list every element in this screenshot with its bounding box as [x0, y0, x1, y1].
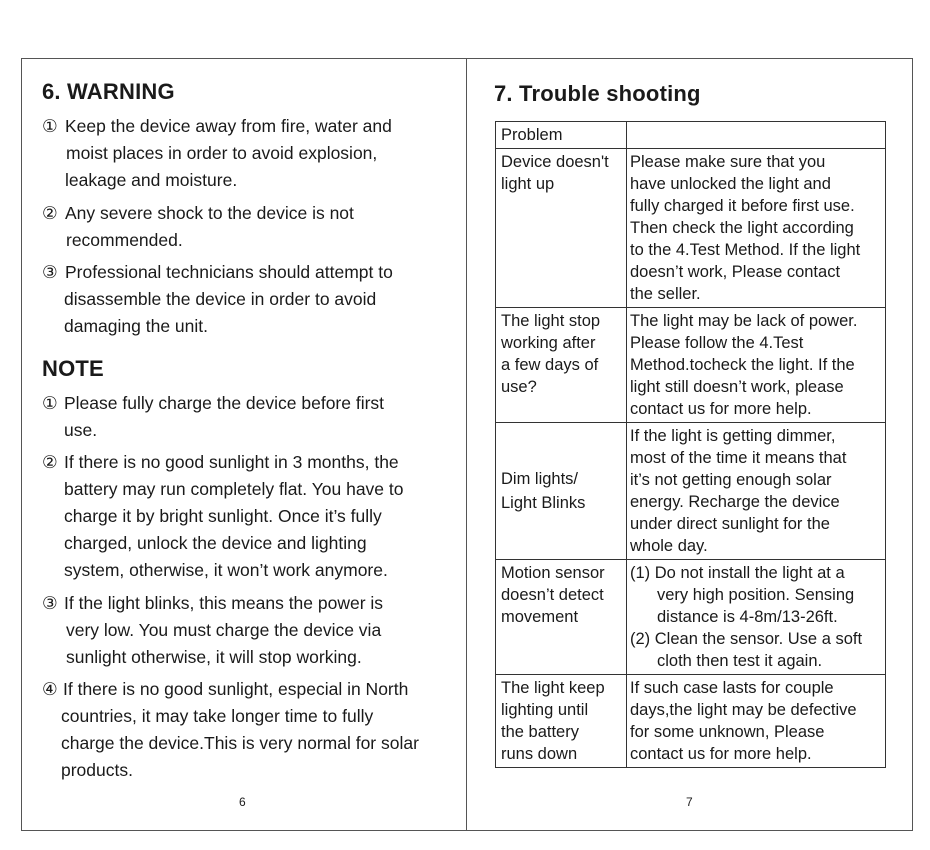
text-line: system, otherwise, it won’t work anymore. [64, 560, 388, 580]
text-line: whole day. [630, 537, 708, 555]
page-number-left: 6 [239, 795, 246, 809]
solution-cell [627, 560, 886, 675]
troubleshooting-table [495, 121, 886, 768]
text-line: the seller. [630, 285, 701, 303]
warning-item-2 [42, 200, 354, 254]
text-line: distance is 4-8m/13-26ft. [657, 608, 838, 626]
text-line: battery may run completely flat. You have to [64, 479, 404, 499]
warning-heading: 6. WARNING [42, 79, 175, 104]
text-line: recommended. [66, 230, 183, 250]
text-line: disassemble the device in order to avoid [64, 289, 377, 309]
text-line: The light keep [501, 679, 605, 697]
text-line: have unlocked the light and [630, 175, 831, 193]
text-line: Do not install the light at a [654, 564, 845, 582]
text-line: Clean the sensor. Use a soft [654, 630, 863, 648]
text-line: products. [61, 760, 133, 780]
text-line: The light may be lack of power. [630, 312, 858, 330]
text-line: a few days of [501, 356, 599, 374]
note-item-2 [42, 449, 404, 584]
text-line: countries, it may take longer time to fully [61, 706, 374, 726]
step-label: (2) [630, 630, 651, 648]
note-item-4 [42, 676, 419, 784]
solution-cell [627, 675, 886, 768]
text-line: use. [64, 420, 98, 440]
solution-step-2 [630, 628, 885, 650]
text-line: Please make sure that you [630, 153, 826, 171]
table-row [496, 675, 886, 768]
note-item-1 [42, 390, 384, 444]
text-line: The light stop [501, 312, 601, 330]
text-line: very low. You must charge the device via [66, 620, 382, 640]
table-row [496, 149, 886, 308]
text-line: for some unknown, Please [630, 723, 825, 741]
problem-cell [496, 308, 627, 423]
text-line: it’s not getting enough solar [630, 471, 832, 489]
table-header-row [496, 122, 886, 149]
text-line: very high position. Sensing [657, 586, 855, 604]
table-row [496, 560, 886, 675]
text-line: leakage and moisture. [65, 170, 238, 190]
text-line: working after [501, 334, 596, 352]
text-line: light up [501, 175, 555, 193]
text-line: If the light is getting dimmer, [630, 427, 836, 445]
note-item-3 [42, 590, 383, 671]
text-line: light still doesn’t work, please [630, 378, 844, 396]
text-line: Motion sensor [501, 564, 605, 582]
text-line: contact us for more help. [630, 745, 812, 763]
warning-item-3 [42, 259, 393, 340]
page-number-right: 7 [686, 795, 693, 809]
text-line: doesn’t work, Please contact [630, 263, 841, 281]
item-number: ① [42, 116, 58, 136]
table-row [496, 308, 886, 423]
item-number: ② [42, 452, 58, 472]
text-line: use? [501, 378, 537, 396]
solution-cell [627, 423, 886, 560]
text-line: the battery [501, 723, 579, 741]
item-number: ③ [42, 593, 58, 613]
text-line: If there is no good sunlight, especial in North [63, 679, 409, 699]
problem-cell [496, 423, 627, 560]
text-line: movement [501, 608, 579, 626]
text-line: charge the device.This is very normal for solar [61, 733, 419, 753]
note-heading: NOTE [42, 356, 104, 381]
text-line: Professional technicians should attempt to [65, 262, 393, 282]
text-line: Dim lights/ [501, 470, 579, 488]
warning-item-1 [42, 113, 392, 194]
step-label: (1) [630, 564, 651, 582]
frame-left-edge [21, 58, 22, 831]
item-number: ② [42, 203, 58, 223]
text-line: to the 4.Test Method. If the light [630, 241, 861, 259]
text-line: damaging the unit. [64, 316, 208, 336]
header-problem: Problem [496, 122, 627, 149]
text-line: under direct sunlight for the [630, 515, 830, 533]
text-line: charge it by bright sunlight. Once it’s fully [64, 506, 382, 526]
text-line: doesn’t detect [501, 586, 604, 604]
item-number: ③ [42, 262, 58, 282]
problem-cell [496, 560, 627, 675]
text-line: Then check the light according [630, 219, 854, 237]
solution-step-1 [630, 562, 885, 584]
problem-cell [496, 675, 627, 768]
text-line: runs down [501, 745, 578, 763]
table-row [496, 423, 886, 560]
troubleshooting-heading: 7. Trouble shooting [494, 81, 701, 106]
text-line: sunlight otherwise, it will stop working. [66, 647, 362, 667]
text-line: Method.tocheck the light. If the [630, 356, 855, 374]
text-line: Device doesn't [501, 153, 609, 171]
text-line: energy. Recharge the device [630, 493, 840, 511]
problem-cell [496, 149, 627, 308]
header-solution [627, 122, 886, 149]
text-line: cloth then test it again. [657, 652, 823, 670]
item-number: ① [42, 393, 58, 413]
text-line: most of the time it means that [630, 449, 847, 467]
text-line: If such case lasts for couple [630, 679, 834, 697]
text-line: If there is no good sunlight in 3 months, the [64, 452, 399, 472]
frame-right-edge [912, 58, 913, 831]
text-line: Light Blinks [501, 494, 586, 512]
solution-cell [627, 149, 886, 308]
text-line: charged, unlock the device and lighting [64, 533, 367, 553]
item-number: ④ [42, 679, 58, 699]
text-line: If the light blinks, this means the power is [64, 593, 384, 613]
text-line: moist places in order to avoid explosion, [66, 143, 378, 163]
text-line: lighting until [501, 701, 589, 719]
text-line: fully charged it before first use. [630, 197, 855, 215]
text-line: Keep the device away from fire, water and [65, 116, 392, 136]
text-line: Please fully charge the device before first [64, 393, 385, 413]
page-divider [466, 58, 467, 831]
solution-cell [627, 308, 886, 423]
text-line: contact us for more help. [630, 400, 812, 418]
text-line: Any severe shock to the device is not [65, 203, 354, 223]
text-line: days,the light may be defective [630, 701, 857, 719]
text-line: Please follow the 4.Test [630, 334, 804, 352]
